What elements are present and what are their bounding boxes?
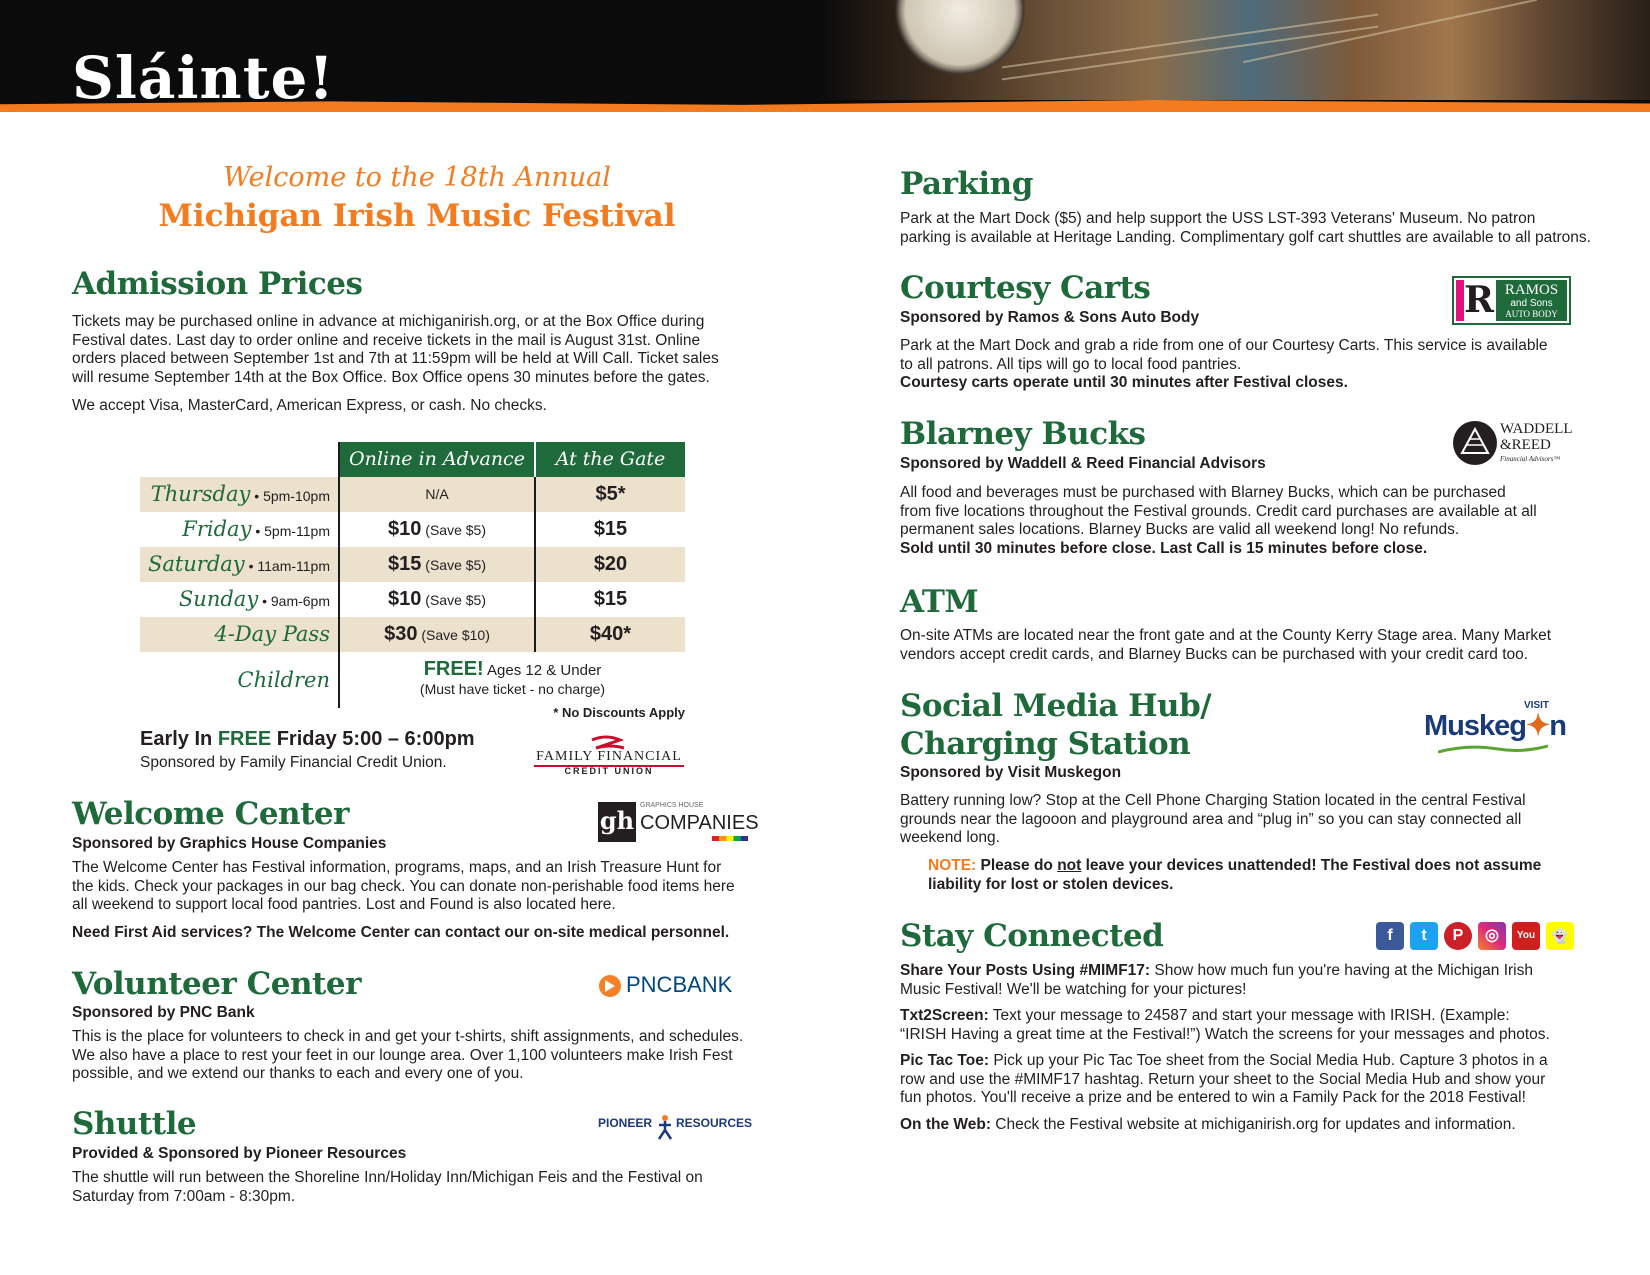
text-line: permanent sales locations. Blarney Bucks are valid all weekend long! No refunds. — [900, 521, 1460, 538]
admission-heading: Admission Prices — [72, 266, 363, 302]
musicians-photo — [820, 0, 1650, 100]
pnc-wordmark: PNCBANK — [626, 972, 733, 997]
early-in-pre: Early In — [140, 728, 218, 750]
first-aid-note: Need First Aid services? The Welcome Center can contact our on-site medical personnel. — [72, 924, 730, 941]
early-in-sponsor: Sponsored by Family Financial Credit Union. — [140, 754, 447, 771]
pnc-triangle-icon — [598, 974, 622, 998]
text-line: weekend long. — [900, 829, 1000, 846]
muskegon-text: Muskeg — [1424, 710, 1526, 742]
header-banner — [0, 0, 1650, 112]
twitter-icon[interactable]: t — [1410, 922, 1438, 950]
waddell-reed-logo — [1452, 420, 1577, 468]
reed-name: &REED — [1500, 437, 1551, 453]
item-text: “IRISH Having a great time at the Festival!”) Watch the screens for your messages and photos. — [900, 1025, 1550, 1043]
social-hub-heading-line1: Social Media Hub/ — [900, 688, 1212, 724]
pioneer-resources-logo — [598, 1112, 753, 1142]
muskegon-wordmark — [1424, 708, 1566, 743]
day-cell — [140, 512, 336, 547]
instagram-icon[interactable]: ◎ — [1478, 922, 1506, 950]
gh-mark: gh — [598, 802, 636, 842]
waddell-name: WADDELL — [1500, 421, 1573, 437]
online-price-cell — [338, 617, 534, 652]
day-cell — [140, 617, 336, 652]
online-price: $30 — [384, 623, 418, 645]
text-line: Saturday from 7:00am - 8:30pm. — [72, 1187, 296, 1205]
ramos-and-sons: and Sons — [1510, 298, 1553, 309]
text-line: vendors accept credit cards, and Blarney Bucks can be purchased with your credit card too. — [900, 645, 1529, 663]
atm-paragraph — [900, 627, 1551, 664]
courtesy-hours-note: Courtesy carts operate until 30 minutes after Festival closes. — [900, 374, 1348, 391]
text-line: This is the place for volunteers to check in and get your t-shirts, shift assignments, and schedules. — [72, 1028, 744, 1045]
item-label: Share Your Posts Using #MIMF17: — [900, 962, 1151, 979]
savings-note: (Save $10) — [417, 627, 490, 643]
blarney-bucks-paragraph — [900, 484, 1537, 558]
early-in-post: Friday 5:00 – 6:00pm — [271, 728, 475, 750]
shuttle-sponsor: Provided & Sponsored by Pioneer Resources — [72, 1145, 407, 1162]
muskegon-swoosh-icon — [1438, 743, 1548, 755]
item-text: row and use the #MIMF17 hashtag. Return your sheet to the Social Media Hub and show your — [900, 1070, 1546, 1088]
text-line: parking is available at Heritage Landing. Complimentary golf cart shuttles are available to all patrons. — [900, 228, 1591, 246]
free-label: FREE! — [423, 658, 484, 680]
snapchat-icon[interactable]: 👻 — [1546, 922, 1574, 950]
early-in-free: FREE — [217, 728, 272, 750]
text-line: Park at the Mart Dock ($5) and help support the USS LST-393 Veterans' Museum. No patron — [900, 210, 1536, 227]
day-name: Children — [237, 668, 330, 692]
day-cell — [140, 582, 336, 617]
item-text: Pick up your Pic Tac Toe sheet from the Social Media Hub. Capture 3 photos in a — [989, 1052, 1548, 1069]
gate-price-cell — [534, 617, 685, 652]
pinterest-icon[interactable]: P — [1444, 922, 1472, 950]
social-item-web — [900, 1116, 1620, 1135]
item-text: fun photos. You'll receive a prize and be entered to win a Family Pack for the 2018 Festival! — [900, 1089, 1526, 1106]
resources-text: RESOURCES — [676, 1116, 753, 1130]
text-line: Battery running low? Stop at the Cell Phone Charging Station located in the central Festival — [900, 792, 1526, 809]
text-line: We also have a place to rest your feet in our lounge area. Over 1,100 volunteers make Irish Fest — [72, 1046, 733, 1064]
note-label: NOTE: — [928, 857, 977, 874]
price-row-children — [140, 652, 685, 708]
text-line: possible, and we extend our thanks to each and every one of you. — [72, 1065, 524, 1082]
blarney-sales-note: Sold until 30 minutes before close. Last Call is 15 minutes before close. — [900, 539, 1428, 557]
price-row-4day-pass — [140, 617, 685, 652]
day-name: Saturday — [147, 552, 245, 576]
text-line: Park at the Mart Dock and grab a ride from one of our Courtesy Carts. This service is available — [900, 337, 1548, 354]
courtesy-carts-heading: Courtesy Carts — [900, 270, 1151, 306]
ramos-auto-body: AUTO BODY — [1505, 309, 1558, 319]
welcome-subtitle: Welcome to the 18th Annual — [223, 162, 611, 193]
savings-note: (Save $5) — [421, 522, 486, 538]
gh-companies: COMPANIES — [640, 812, 759, 834]
visit-muskegon-logo — [1420, 698, 1580, 756]
day-name: Friday — [182, 517, 252, 541]
gh-color-bar — [712, 836, 748, 841]
parking-heading: Parking — [900, 166, 1033, 202]
day-cell — [140, 547, 336, 582]
ramos-name: RAMOS — [1504, 282, 1559, 298]
social-item-pic-tac-toe — [900, 1052, 1620, 1108]
item-text: Show how much fun you're having at the Michigan Irish — [1150, 962, 1533, 979]
online-price: $10 — [388, 588, 422, 610]
column-gate-header: At the Gate — [534, 442, 685, 477]
social-item-txt2screen — [900, 1007, 1620, 1044]
gate-price-cell — [534, 512, 685, 547]
price-row-friday — [140, 512, 685, 547]
ramos-r-mark: R — [1456, 280, 1494, 321]
ramos-sons-logo — [1452, 276, 1571, 325]
gate-price-cell — [534, 582, 685, 617]
waddell-pyramid-icon — [1452, 420, 1498, 466]
text-line: to all patrons. All tips will go to local food pantries. — [900, 355, 1242, 373]
online-price: $10 — [388, 518, 422, 540]
day-name: Thursday — [150, 482, 251, 506]
item-label: Pic Tac Toe: — [900, 1052, 990, 1069]
day-hours: • 9am-6pm — [258, 593, 330, 609]
text-line: all weekend to support local food pantries. Lost and Found is also located here. — [72, 896, 616, 913]
note-emphasis: not — [1057, 857, 1082, 874]
courtesy-carts-sponsor: Sponsored by Ramos & Sons Auto Body — [900, 309, 1200, 326]
blarney-bucks-sponsor: Sponsored by Waddell & Reed Financial Advisors — [900, 455, 1266, 472]
children-price-cell — [338, 652, 685, 708]
text-line: the kids. Check your packages in our bag check. You can donate non-perishable food items here — [72, 877, 735, 895]
instrument-string — [1243, 0, 1537, 63]
note-text-line2: liability for lost or stolen devices. — [928, 875, 1174, 893]
family-financial-logo — [534, 734, 684, 774]
social-hub-sponsor: Sponsored by Visit Muskegon — [900, 764, 1122, 781]
price-table — [140, 442, 685, 708]
note-text: leave your devices unattended! The Festival does not assume — [1081, 857, 1542, 874]
online-price-cell — [338, 512, 534, 547]
day-cell — [140, 652, 336, 708]
stay-connected-list — [900, 962, 1620, 1134]
children-ages: Ages 12 & Under — [483, 662, 602, 679]
visit-text: VISIT — [1524, 700, 1550, 711]
children-note: (Must have ticket - no charge) — [419, 681, 606, 697]
financial-advisors-text: Financial Advisors™ — [1500, 455, 1561, 463]
page-title: Sláinte! — [72, 44, 335, 112]
instrument-string — [1002, 14, 1379, 69]
text-line: Tickets may be purchased online in advance at michiganirish.org, or at the Box Office during — [72, 313, 705, 330]
item-text: Check the Festival website at michiganirish.org for updates and information. — [991, 1115, 1516, 1133]
price-row-saturday — [140, 547, 685, 582]
item-label: Txt2Screen: — [900, 1007, 989, 1024]
item-text: Text your message to 24587 and start your message with IRISH. (Example: — [988, 1007, 1510, 1024]
item-label: On the Web: — [900, 1115, 991, 1133]
instrument-string — [1002, 26, 1379, 81]
muskegon-text-end: n — [1549, 710, 1567, 742]
pnc-bank-logo — [598, 972, 753, 1000]
social-item-hashtag — [900, 962, 1620, 999]
ffcu-name: FAMILY FINANCIAL — [534, 749, 684, 767]
pioneer-figure-icon — [656, 1114, 674, 1140]
maple-leaf-icon: ✦ — [1525, 710, 1550, 742]
price-table-header — [140, 442, 685, 477]
gate-price: $15 — [593, 518, 628, 540]
admission-paragraph — [72, 313, 772, 387]
column-online-header: Online in Advance — [338, 442, 534, 477]
stay-connected-heading: Stay Connected — [900, 918, 1164, 954]
welcome-center-paragraph — [72, 859, 735, 915]
text-line: grounds near the lagooon and playground area and “plug in” so you can stay connected all — [900, 810, 1522, 828]
day-name: Sunday — [178, 587, 259, 611]
savings-note: (Save $5) — [421, 592, 486, 608]
volunteer-center-sponsor: Sponsored by PNC Bank — [72, 1004, 255, 1021]
text-line: Festival dates. Last day to order online and receive tickets in the mail is August 31st. Online — [72, 331, 701, 349]
courtesy-carts-paragraph — [900, 337, 1548, 393]
gate-price: $15 — [593, 588, 628, 610]
gate-price-cell — [534, 547, 685, 582]
banjo-image — [890, 0, 1030, 80]
online-price: N/A — [425, 486, 449, 502]
gate-price-cell — [534, 477, 685, 512]
price-row-thursday — [140, 477, 685, 512]
social-hub-paragraph — [900, 792, 1526, 848]
text-line: On-site ATMs are located near the front gate and at the County Kerry Stage area. Many Market — [900, 627, 1552, 644]
social-hub-heading-line2: Charging Station — [900, 726, 1191, 762]
gate-price: $5* — [595, 483, 626, 505]
welcome-center-sponsor: Sponsored by Graphics House Companies — [72, 835, 387, 852]
shuttle-heading: Shuttle — [72, 1106, 197, 1142]
day-hours: • 5pm-11pm — [251, 523, 330, 539]
graphics-house-logo — [598, 800, 759, 844]
day-cell — [140, 477, 336, 512]
text-line: will resume September 14th at the Box Office. Box Office opens 30 minutes before the gates. — [72, 368, 710, 386]
savings-note: (Save $5) — [421, 557, 486, 573]
gate-price: $20 — [593, 553, 628, 575]
gate-price: $40* — [589, 623, 632, 645]
youtube-icon[interactable]: You — [1512, 922, 1540, 950]
payment-methods: We accept Visa, MasterCard, American Express, or cash. No checks. — [72, 397, 547, 414]
pioneer-text: PIONEER — [598, 1116, 653, 1130]
shuttle-paragraph — [72, 1169, 703, 1206]
facebook-icon[interactable]: f — [1376, 922, 1404, 950]
day-hours: • 11am-11pm — [244, 558, 330, 574]
festival-name: Michigan Irish Music Festival — [158, 198, 676, 234]
online-price: $15 — [388, 553, 422, 575]
ramos-green-panel — [1496, 280, 1567, 321]
text-line: orders placed between September 1st and 7th at 11:59pm will be held at Will Call. Ticket sales — [72, 350, 719, 367]
welcome-center-heading: Welcome Center — [72, 796, 349, 832]
online-price-cell — [338, 582, 534, 617]
price-row-sunday — [140, 582, 685, 617]
text-line: All food and beverages must be purchased with Blarney Bucks, which can be purchased — [900, 484, 1506, 501]
volunteer-center-heading: Volunteer Center — [72, 966, 361, 1002]
volunteer-center-paragraph — [72, 1028, 743, 1084]
online-price-cell — [338, 477, 534, 512]
text-line: from five locations throughout the Festival grounds. Credit card purchases are available at all — [900, 502, 1537, 520]
gh-small-text: GRAPHICS HOUSE — [640, 802, 704, 809]
discount-note: * No Discounts Apply — [553, 705, 685, 720]
early-in-line — [140, 728, 475, 751]
parking-paragraph — [900, 210, 1591, 247]
ffcu-credit-union: CREDIT UNION — [564, 766, 654, 776]
note-text: Please do — [976, 857, 1058, 874]
blarney-bucks-heading: Blarney Bucks — [900, 416, 1146, 452]
online-price-cell — [338, 547, 534, 582]
day-name: 4-Day Pass — [214, 622, 330, 646]
day-hours: • 5pm-10pm — [250, 488, 330, 504]
device-note — [928, 857, 1541, 894]
atm-heading: ATM — [900, 584, 979, 620]
item-text: Music Festival! We'll be watching for your pictures! — [900, 980, 1247, 998]
text-line: The Welcome Center has Festival information, programs, maps, and an Irish Treasure Hunt for — [72, 859, 722, 876]
text-line: The shuttle will run between the Shoreline Inn/Holiday Inn/Michigan Feis and the Festival on — [72, 1169, 703, 1186]
